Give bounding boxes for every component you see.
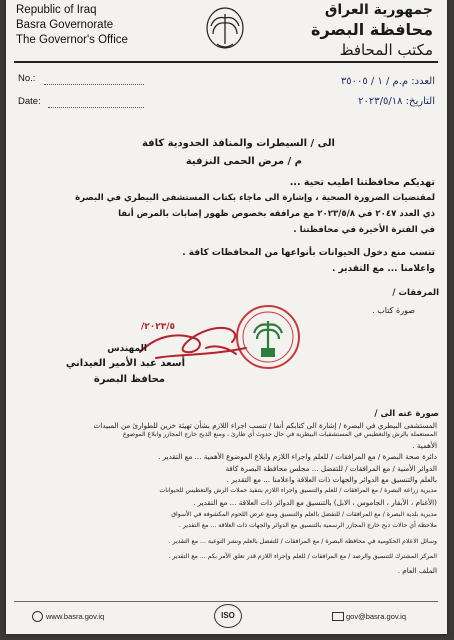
greeting-line: تهديكم محافظتنا اطيب تحية ...: [289, 177, 435, 188]
copies-item-8: (الأغنام ، الأبقار ، الجاموس ، الابل) بالتنسيق مع الدوائر ذات العلاقة ... مع التقدير .: [193, 498, 437, 507]
directive-line: تنسب منع دخول الحيوانات بأنواعها من المحافظات كافة .: [182, 248, 435, 258]
header-ar-line-3: مكتب المحافظ: [339, 41, 433, 59]
iso-logo-text: ISO: [221, 611, 235, 620]
signature-date: ٢٠٢٣/٥/: [140, 322, 175, 332]
ref-number: العدد: م.م / ١ / ٣٥٠٠٥: [340, 76, 435, 87]
date-label: Date:: [18, 96, 41, 107]
governorate-emblem-icon: [203, 4, 247, 56]
body-line-3: في الفترة الأخيرة في محافظتنا .: [293, 225, 435, 235]
letter-page: [6, 0, 447, 634]
copies-label: صورة عنه الى /: [374, 409, 439, 419]
header-rule: [14, 61, 438, 63]
copies-item-1: المستشفى البيطري في البصرة / إشارة الى كتابكم أنفا / تنسب اجراء اللازم بشأن تهيئة خزين للطوارئ من المبيدات: [93, 421, 437, 430]
copies-item-4: دائرة صحة البصرة / مع المرافقات / للعلم واجراء اللازم وابلاغ الموضوع الأهمية ... مع التقدير .: [158, 452, 437, 461]
subject-line: م / مرض الحمى النزفية: [185, 156, 302, 167]
copies-item-6: بالعلم والتنسيق مع الدوائر والجهات ذات العلاقة واعلامنا ... مع التقدير .: [226, 475, 437, 484]
iso-logo-icon: [214, 604, 242, 628]
copies-item-12: المركز المشترك للتنسيق والرصد / مع المرافقات / للعلم وإجراء اللازم قدر تعلق الأمر بكم ... مع التقدير .: [168, 553, 437, 560]
body-line-1: لمقتضيات الضرورة الصحية ، وإشارة الى ماجاء بكتاب المستشفى البيطري في البصرة: [75, 193, 435, 203]
footer-email[interactable]: gov@basra.gov.iq: [346, 612, 407, 621]
recipient-line: الى / السيطرات والمنافذ الحدودية كافة: [141, 138, 335, 149]
attachments-item: صورة كتاب .: [372, 306, 415, 315]
globe-icon: [32, 611, 43, 622]
closing-line: واعلامنا ... مع التقدير .: [331, 264, 435, 274]
signature-position: محافظ البصرة: [93, 374, 165, 385]
ref-date: التاريخ: ٢٠٢٣/٥/١٨: [358, 96, 435, 107]
attachments-label: المرفقات /: [392, 288, 439, 298]
footer-website[interactable]: www.basra.gov.iq: [46, 612, 105, 621]
signature-name: أسعد عبد الأمير العيداني: [65, 358, 185, 369]
header-ar-line-2: محافظة البصرة: [311, 20, 433, 39]
body-line-2: ذي العدد ٢٠٤٧ في ٢٠٢٣/٥/٨ مع مرافقه بخصوص ظهور إصابات بالمرض أنفا: [118, 209, 435, 219]
date-dotted-line: [48, 107, 144, 108]
copies-item-11: وسائل الاعلام الحكومية في محافظة البصرة / مع المرافقات / للتفضل بالعلم ونشر التوعية ... مع التقدير .: [168, 538, 437, 545]
header-en-line-3: The Governor's Office: [16, 34, 128, 46]
no-label: No.:: [18, 73, 36, 84]
header-ar-line-1: جمهورية العراق: [324, 2, 433, 18]
footer-rule: [14, 601, 438, 602]
copies-item-2: المستعملة بالرش والتغطيس في المستشفيات البيطرية في حال حدوث أي طارئ ، ومنع الذبح خارج المجازر وابلاغ الموضوع: [123, 431, 437, 438]
copies-item-10: ملاحظة أي حالات ذبح خارج المجازر الرسمية بالتنسيق مع الدوائر والجهات ذات العلاقة ... مع التقدير .: [178, 522, 437, 529]
copies-item-7: مديرية زراعة البصرة / مع المرافقات / للعلم والتنسيق واجراء اللازم بتنفيذ حملات الرش والتغطيس للحيوانات: [159, 487, 437, 494]
copies-item-5: الدوائر الأمنية / مع المرافقات / للتفضل ... مجلس محافظة البصرة كافة: [225, 464, 437, 473]
header-en-line-2: Basra Governorate: [16, 19, 114, 31]
email-icon: [332, 612, 344, 621]
copies-item-9: مديرية بلدية البصرة / مع المرافقات / للتفضل بالعلم والتنسيق ومنع عرض اللحوم المكشوفة في الأسواق: [171, 511, 437, 518]
header-en-line-1: Republic of Iraq: [16, 4, 97, 16]
copies-item-3: الأهمية .: [412, 441, 437, 450]
signature-title: المهندس: [107, 344, 147, 354]
copies-item-13: الملف العام .: [397, 566, 437, 575]
no-dotted-line: [44, 84, 144, 85]
